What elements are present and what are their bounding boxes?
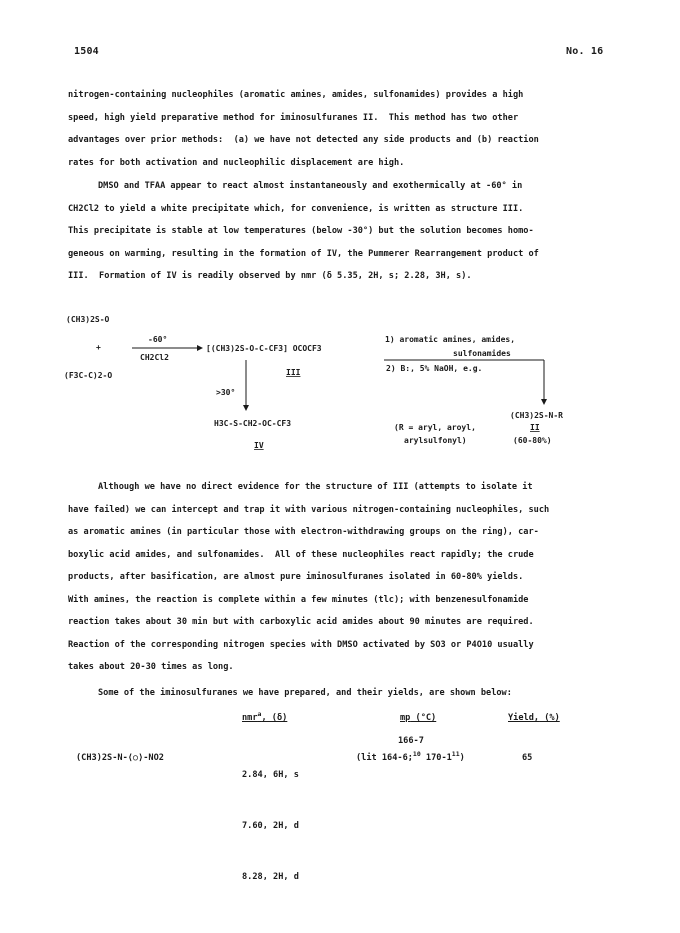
yield-value: 65 (522, 753, 533, 763)
mp-unit: (°C) (410, 713, 437, 723)
paragraph-4 (68, 682, 598, 705)
condition-temperature: -60° (148, 335, 168, 344)
label-ii: II (530, 423, 540, 432)
text-line: have failed) we can intercept and trap it with various nitrogen-containing nucleophiles, such (68, 504, 550, 515)
text-line: Some of the iminosulfuranes we have prepared, and their yields, are shown below: (98, 688, 512, 698)
text-line: advantages over prior methods: (a) we have not detected any side products and (b) reaction (68, 135, 539, 145)
text-line: III. Formation of IV is readily observed by nmr (δ 5.35, 2H, s; 2.28, 3H, s). (68, 271, 472, 281)
paragraph-2 (68, 175, 598, 288)
nmr-label: nmr (242, 713, 258, 723)
issue-number: No. 16 (566, 46, 604, 57)
paragraph-3 (68, 476, 598, 679)
text-line: as aromatic amines (in particular those with electron-withdrawing groups on the ring), car- (68, 527, 539, 537)
text-line: CH2Cl2 to yield a white precipitate which, for convenience, is written as structure III. (68, 203, 524, 214)
page-number: 1504 (74, 46, 99, 57)
text-line: products, after basification, are almost pure iminosulfuranes isolated in 60-80% yields. (68, 572, 524, 582)
text-line: nitrogen-containing nucleophiles (aromatic amines, amides, sulfonamides) provides a high (68, 90, 524, 100)
text-line: takes about 20-30 times as long. (68, 662, 234, 672)
arrow-1-head (197, 345, 203, 351)
nmr-value: 2.84, 6H, s (242, 770, 299, 780)
compound-structure: (CH3)2S-N-⟨○⟩-NO2 (76, 753, 164, 763)
r-definition-1: (R = aryl, aroyl, (394, 423, 476, 432)
label-iii: III (286, 368, 301, 377)
step-1: 1) aromatic amines, amides, (385, 335, 516, 344)
text-line: Although we have no direct evidence for the structure of III (attempts to isolate it (98, 482, 533, 492)
text-line: DMSO and TFAA appear to react almost instantaneously and exothermically at -60° in (98, 181, 523, 191)
plus-sign: + (96, 343, 101, 352)
condition-warm: >30° (216, 388, 236, 397)
mp-lit-mid: 170-1 (420, 753, 452, 763)
text-line: reaction takes about 30 min but with carboxylic acid amides about 90 minutes are required. (68, 617, 534, 627)
product-iv: H3C-S-CH2-OC-CF3 (214, 419, 292, 428)
nmr-cell (242, 733, 299, 920)
mp-lit-text: (lit 164-6; (356, 753, 413, 763)
text-line: With amines, the reaction is complete within a few minutes (tlc); with benzenesulfonamide (68, 594, 529, 605)
yield-label: Yield, (508, 713, 540, 723)
mp-value: 166-7 (398, 736, 424, 746)
reaction-scheme (0, 308, 680, 453)
yield-range: (60-80%) (513, 436, 552, 445)
ref-10: 10 (412, 750, 421, 759)
reactant-tfaa: (F3C-C)2-O (64, 371, 113, 380)
intermediate-iii: [(CH3)2S-O-C-CF3] OCOCF3 (206, 344, 322, 353)
ref-11: 11 (451, 750, 460, 759)
mp-literature (356, 750, 465, 767)
arrow-2-head (243, 405, 249, 411)
yield-unit: (%) (539, 713, 560, 723)
condition-solvent: CH2Cl2 (140, 353, 169, 362)
product-ii: (CH3)2S-N-R (510, 411, 563, 420)
label-iv: IV (254, 441, 264, 450)
footnote-a: a (257, 710, 262, 719)
text-line: boxylic acid amides, and sulfonamides. All of these nucleophiles react rapidly; the crude (68, 549, 534, 560)
column-header-nmr (242, 710, 288, 723)
nmr-unit: , (δ) (261, 713, 288, 723)
text-line: rates for both activation and nucleophilic displacement are high. (68, 157, 405, 168)
step-2: 2) B:, 5% NaOH, e.g. (386, 364, 483, 373)
nmr-value: 8.28, 2H, d (242, 872, 299, 882)
column-header-yield (508, 713, 560, 723)
text-line: geneous on warming, resulting in the formation of IV, the Pummerer Rearrangement product of (68, 248, 539, 259)
mp-label: mp (400, 713, 411, 723)
text-line: Reaction of the corresponding nitrogen species with DMSO activated by SO3 or P4O10 usually (68, 639, 534, 650)
text-line: speed, high yield preparative method for iminosulfuranes II. This method has two other (68, 112, 519, 123)
r-definition-2: arylsulfonyl) (404, 436, 467, 445)
mp-lit-end: ) (459, 753, 465, 763)
nmr-value: 7.60, 2H, d (242, 821, 299, 831)
text-line: This precipitate is stable at low temperatures (below -30°) but the solution becomes homo- (68, 226, 534, 236)
arrow-3-head (541, 399, 547, 405)
step-1-cont: sulfonamides (453, 349, 511, 358)
paragraph-1 (68, 84, 598, 174)
reactant-dmso: (CH3)2S-O (66, 315, 110, 324)
column-header-mp (400, 713, 436, 723)
